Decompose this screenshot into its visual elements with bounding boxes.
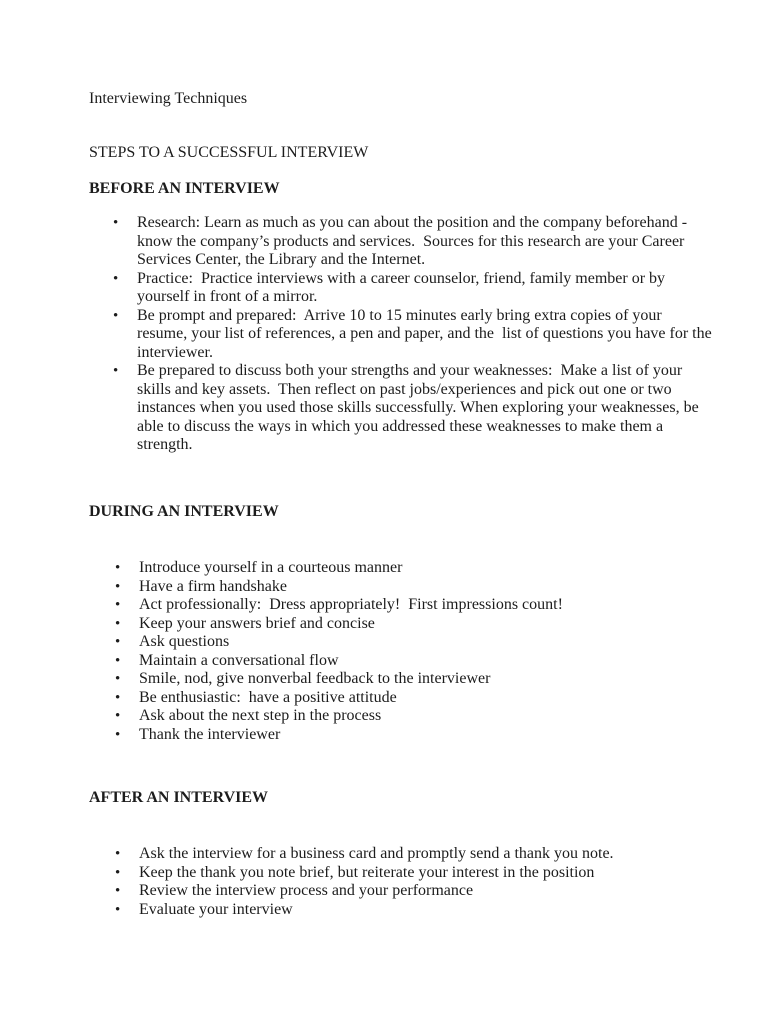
list-item-line: • Be enthusiastic: have a positive attitude (139, 688, 397, 706)
list-item (137, 362, 737, 455)
list-item (139, 689, 739, 708)
list-item-line: • Research: Learn as much as you can about the position and the company beforehand - (137, 214, 688, 231)
list-item-line: instances when you used those skills successfully. When exploring your weaknesses, be (137, 399, 699, 416)
list-item (139, 652, 739, 671)
list-item-line: • Be prepared to discuss both your strengths and your weaknesses: Make a list of your (137, 362, 683, 379)
bullet-list-after-an-interview (139, 845, 739, 919)
list-item (139, 845, 739, 864)
list-item-line: • Review the interview process and your performance (139, 882, 474, 899)
list-item-line: • Keep the thank you note brief, but reiterate your interest in the position (139, 863, 595, 881)
list-item (139, 864, 739, 883)
list-item (139, 578, 739, 597)
list-item (137, 214, 737, 270)
list-item-line: • Be prompt and prepared: Arrive 10 to 15 minutes early bring extra copies of your (137, 306, 662, 324)
section-heading-after-an-interview: AFTER AN INTERVIEW (89, 789, 269, 806)
list-item (139, 707, 739, 726)
list-item-line: • Thank the interviewer (139, 725, 281, 743)
list-item-line: • Smile, nod, give nonverbal feedback to the interviewer (139, 670, 491, 687)
list-item (139, 670, 739, 689)
list-item-line: • Have a firm handshake (139, 577, 287, 595)
list-item-line: interviewer. (137, 343, 213, 361)
bullet-list-before-an-interview (137, 214, 737, 455)
section-heading-before-an-interview: BEFORE AN INTERVIEW (89, 180, 280, 197)
list-item (137, 270, 737, 307)
list-item-line: able to discuss the ways in which you addressed these weaknesses to make them a (137, 417, 664, 435)
list-item-line: strength. (137, 436, 193, 453)
list-item-line: resume, your list of references, a pen and paper, and the list of questions you have for the (137, 325, 712, 342)
list-item-line: • Maintain a conversational flow (139, 651, 339, 669)
list-item (137, 307, 737, 363)
list-item (139, 559, 739, 578)
list-item-line: • Practice: Practice interviews with a career counselor, friend, family member or by (137, 269, 666, 287)
list-item-line: • Ask about the next step in the process (139, 707, 382, 724)
list-item-line: • Keep your answers brief and concise (139, 614, 375, 632)
list-item-line: • Evaluate your interview (139, 900, 293, 918)
list-item-line: • Ask questions (139, 633, 230, 650)
list-item-line: • Act professionally: Dress appropriately! First impressions count! (139, 596, 563, 613)
list-item-line: Services Center, the Library and the Internet. (137, 251, 426, 268)
list-item-line: • Ask the interview for a business card and promptly send a thank you note. (139, 845, 614, 862)
list-item (139, 596, 739, 615)
list-item-line: yourself in front of a mirror. (137, 288, 318, 305)
bullet-list-during-an-interview (139, 559, 739, 744)
list-item (139, 615, 739, 634)
list-item-line: skills and key assets. Then reflect on past jobs/experiences and pick out one or two (137, 380, 672, 398)
list-item (139, 633, 739, 652)
list-item-line: • Introduce yourself in a courteous manner (139, 559, 403, 576)
list-item (139, 901, 739, 920)
document-title: Interviewing Techniques (89, 90, 248, 107)
list-item (139, 882, 739, 901)
list-item (139, 726, 739, 745)
document-subtitle: STEPS TO A SUCCESSFUL INTERVIEW (89, 144, 369, 161)
list-item-line: know the company’s products and services. Sources for this research are your Career (137, 232, 685, 250)
section-heading-during-an-interview: DURING AN INTERVIEW (89, 503, 279, 520)
